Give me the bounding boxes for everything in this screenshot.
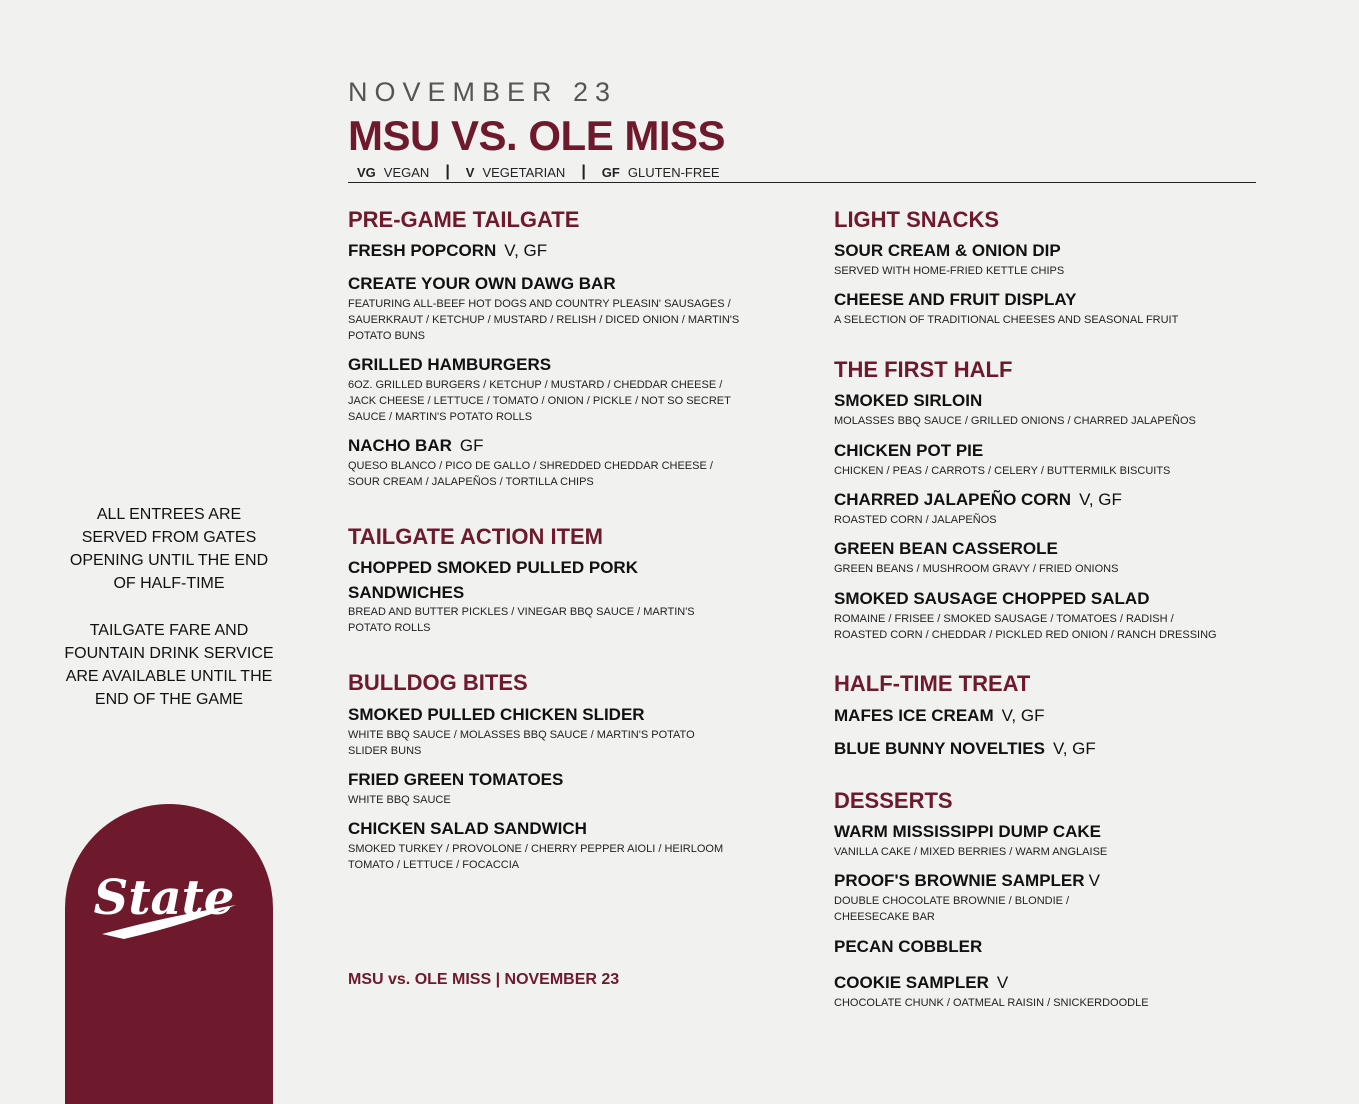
- item-title: CHARRED JALAPEÑO CORN: [834, 490, 1072, 509]
- menu-item-description: DOUBLE CHOCOLATE BROWNIE / BLONDIE / CHEESECAKE BAR: [834, 895, 1070, 923]
- menu-item-description: QUESO BLANCO / PICO DE GALLO / SHREDDED CHEDDAR CHEESE / SOUR CREAM / JALAPEÑOS / TORTILLA CHIPS: [348, 460, 713, 488]
- entree-service-note: ALL ENTREES ARE SERVED FROM GATES OPENING UNTIL THE END OF HALF-TIME: [69, 506, 269, 592]
- section-heading-first-half: THE FIRST HALF: [834, 357, 1013, 382]
- menu-item-name: CREATE YOUR OWN DAWG BAR: [348, 274, 616, 293]
- menu-item-description: ROMAINE / FRISEE / SMOKED SAUSAGE / TOMATOES / RADISH / ROASTED CORN / CHEDDAR / PICKLED RED ONION / RANCH DRESSING: [834, 613, 1217, 641]
- menu-item-description: CHOCOLATE CHUNK / OATMEAL RAISIN / SNICKERDOODLE: [834, 997, 1149, 1009]
- header-divider: [348, 182, 1256, 183]
- menu-item-name: SMOKED SIRLOIN: [834, 391, 983, 410]
- menu-item-name: PECAN COBBLER: [834, 937, 983, 956]
- menu-item-name: [834, 868, 1100, 893]
- item-title: PROOF'S BROWNIE SAMPLER: [834, 871, 1085, 890]
- menu-item-description: A SELECTION OF TRADITIONAL CHEESES AND SEASONAL FRUIT: [834, 314, 1179, 326]
- item-title: FRESH POPCORN: [348, 241, 497, 260]
- item-title: COOKIE SAMPLER: [834, 973, 989, 992]
- menu-item-name: GREEN BEAN CASSEROLE: [834, 539, 1058, 558]
- item-title: NACHO BAR: [348, 436, 452, 455]
- menu-item-name: FRIED GREEN TOMATOES: [348, 770, 564, 789]
- menu-item-name: GRILLED HAMBURGERS: [348, 355, 552, 374]
- menu-item-description: CHICKEN / PEAS / CARROTS / CELERY / BUTTERMILK BISCUITS: [834, 465, 1171, 477]
- item-title: MAFES ICE CREAM: [834, 706, 994, 725]
- menu-item-name-continued: SANDWICHES: [348, 583, 465, 602]
- dietary-tags: V, GF: [1079, 490, 1122, 509]
- menu-item-name: [834, 970, 1008, 995]
- dietary-legend: [357, 163, 736, 181]
- menu-item-name: SMOKED PULLED CHICKEN SLIDER: [348, 705, 645, 724]
- menu-item-name: [834, 736, 1096, 761]
- section-heading-bites: BULLDOG BITES: [348, 670, 528, 695]
- menu-item-name: [834, 487, 1122, 512]
- dietary-tags: V: [1088, 871, 1100, 890]
- section-heading-action: TAILGATE ACTION ITEM: [348, 524, 604, 549]
- menu-item-description: SERVED WITH HOME-FRIED KETTLE CHIPS: [834, 265, 1065, 277]
- menu-item-name: WARM MISSISSIPPI DUMP CAKE: [834, 822, 1101, 841]
- menu-item-description: WHITE BBQ SAUCE / MOLASSES BBQ SAUCE / MARTIN'S POTATO SLIDER BUNS: [348, 729, 695, 757]
- state-logo-badge: [65, 804, 273, 1104]
- dietary-tags: V, GF: [504, 241, 548, 260]
- footer-event-label: MSU vs. OLE MISS | NOVEMBER 23: [348, 971, 620, 988]
- menu-item-name: CHOPPED SMOKED PULLED PORK: [348, 558, 638, 577]
- state-logo-icon: [94, 859, 244, 949]
- menu-item-description: MOLASSES BBQ SAUCE / GRILLED ONIONS / CHARRED JALAPEÑOS: [834, 415, 1196, 427]
- section-heading-half-time: HALF-TIME TREAT: [834, 671, 1031, 696]
- menu-item-description: WHITE BBQ SAUCE: [348, 794, 451, 806]
- menu-item-description: GREEN BEANS / MUSHROOM GRAVY / FRIED ONIONS: [834, 563, 1119, 575]
- menu-item-name: SOUR CREAM & ONION DIP: [834, 241, 1061, 260]
- tailgate-service-note: TAILGATE FARE AND FOUNTAIN DRINK SERVICE ARE AVAILABLE UNTIL THE END OF THE GAME: [64, 622, 274, 708]
- section-heading-pregame: PRE-GAME TAILGATE: [348, 207, 580, 232]
- legend-code-gluten-free: GF: [601, 164, 620, 180]
- legend-code-vegan: VG: [357, 164, 376, 180]
- logo-text: State: [94, 870, 235, 926]
- menu-item-name: CHICKEN SALAD SANDWICH: [348, 819, 587, 838]
- dietary-tags: GF: [459, 436, 484, 455]
- menu-item-description: 6OZ. GRILLED BURGERS / KETCHUP / MUSTARD / CHEDDAR CHEESE / JACK CHEESE / LETTUCE / TOMATO / ONION / PICKLE / NOT SO SECRET SAUCE / MARTIN'S POTATO ROLLS: [348, 379, 731, 423]
- section-heading-desserts: DESSERTS: [834, 788, 953, 813]
- legend-label-vegan: VEGAN: [383, 164, 430, 180]
- page-title: MSU VS. OLE MISS: [348, 112, 726, 159]
- menu-item-name: [348, 238, 547, 263]
- legend-label-vegetarian: VEGETARIAN: [482, 164, 566, 180]
- menu-date: NOVEMBER 23: [348, 77, 618, 107]
- menu-item-description: SMOKED TURKEY / PROVOLONE / CHERRY PEPPER AIOLI / HEIRLOOM TOMATO / LETTUCE / FOCACCIA: [348, 843, 724, 871]
- dietary-tags: V: [996, 973, 1009, 992]
- legend-label-gluten-free: GLUTEN-FREE: [627, 164, 720, 180]
- item-title: BLUE BUNNY NOVELTIES: [834, 739, 1045, 758]
- dietary-tags: V, GF: [1052, 739, 1096, 758]
- menu-item-name: CHICKEN POT PIE: [834, 441, 984, 460]
- menu-item-name: [348, 433, 484, 458]
- menu-item-name: CHEESE AND FRUIT DISPLAY: [834, 290, 1077, 309]
- menu-item-description: VANILLA CAKE / MIXED BERRIES / WARM ANGLAISE: [834, 846, 1108, 858]
- legend-code-vegetarian: V: [465, 164, 475, 180]
- menu-item-name: [834, 703, 1044, 728]
- legend-separator: |: [445, 163, 450, 180]
- menu-item-description: FEATURING ALL-BEEF HOT DOGS AND COUNTRY PLEASIN' SAUSAGES / SAUERKRAUT / KETCHUP / MUSTARD / RELISH / DICED ONION / MARTIN'S POTATO BUNS: [348, 298, 740, 342]
- menu-item-name: SMOKED SAUSAGE CHOPPED SALAD: [834, 589, 1150, 608]
- menu-item-description: BREAD AND BUTTER PICKLES / VINEGAR BBQ SAUCE / MARTIN'S POTATO ROLLS: [348, 606, 695, 634]
- section-heading-snacks: LIGHT SNACKS: [834, 207, 999, 232]
- dietary-tags: V, GF: [1001, 706, 1045, 725]
- legend-separator: |: [581, 163, 586, 180]
- menu-item-description: ROASTED CORN / JALAPEÑOS: [834, 514, 997, 526]
